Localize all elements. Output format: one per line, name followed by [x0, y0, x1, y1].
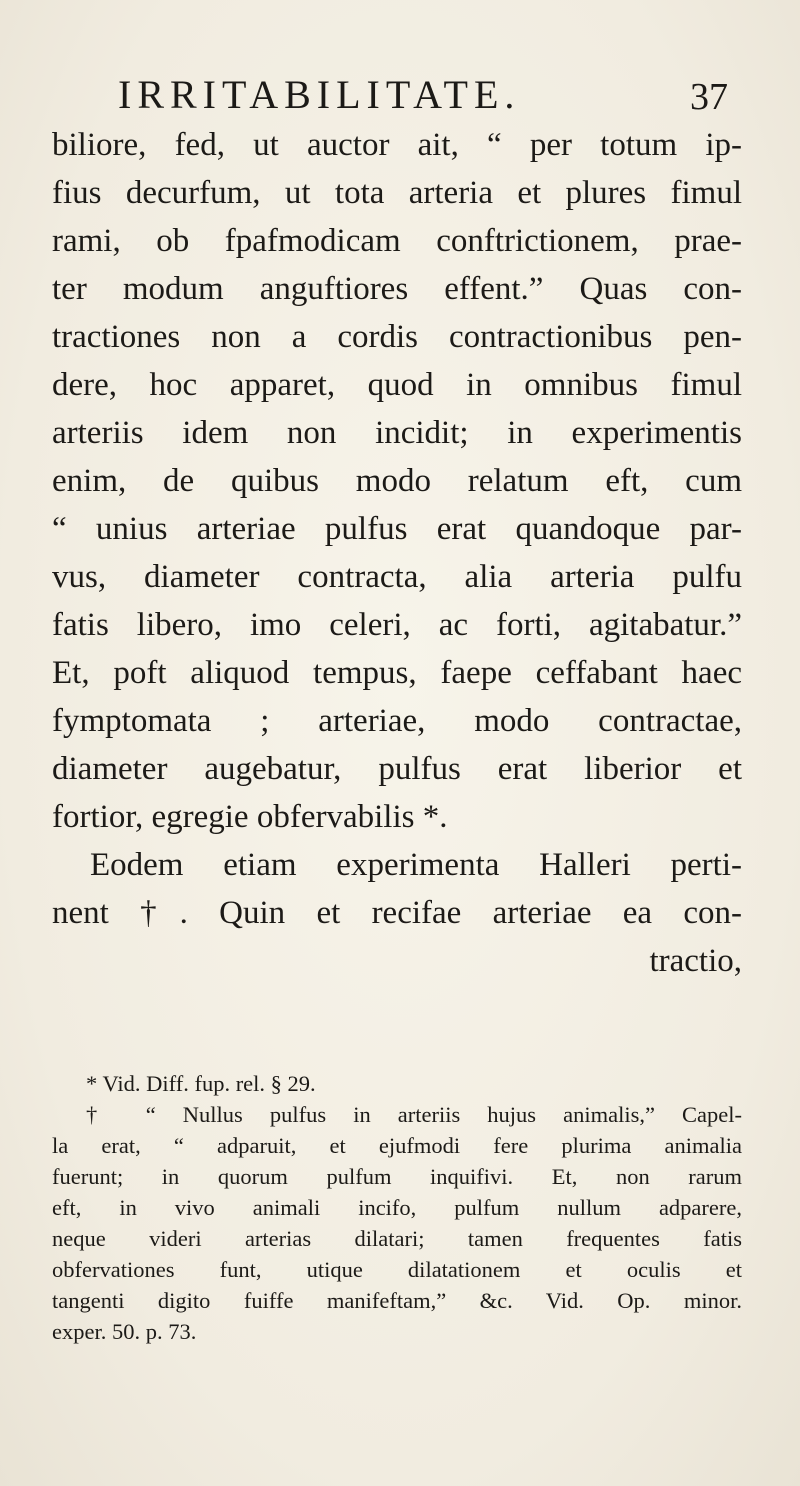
- footnote-line: exper. 50. p. 73.: [52, 1319, 197, 1344]
- text-line: ter modum anguftiores effent.” Quas con-: [52, 271, 742, 307]
- footnote-line: tangenti digito fuiffe manifeftam,” &c. Vid. Op. minor.: [52, 1288, 742, 1313]
- footnote-line: la erat, “ adparuit, et ejufmodi fere plurima animalia: [52, 1133, 742, 1158]
- text-line: nent †. Quin et recifae arteriae ea con-: [52, 895, 742, 931]
- text-line: Et, poft aliquod tempus, faepe ceffabant haec: [52, 655, 742, 691]
- text-line: enim, de quibus modo relatum eft, cum: [52, 463, 742, 499]
- text-line: fymptomata ; arteriae, modo contractae,: [52, 703, 742, 739]
- text-line: tractiones non a cordis contractionibus pen-: [52, 319, 742, 355]
- text-line: fius decurfum, ut tota arteria et plures fimul: [52, 175, 742, 211]
- text-line: dere, hoc apparet, quod in omnibus fimul: [52, 367, 742, 403]
- text-line: Eodem etiam experimenta Halleri perti-: [90, 847, 742, 883]
- footnote-line: † “ Nullus pulfus in arteriis hujus animalis,” Capel-: [86, 1102, 742, 1127]
- page-header: [118, 70, 728, 120]
- page-number: 37: [690, 76, 728, 118]
- main-text: [52, 121, 742, 985]
- text-line: diameter augebatur, pulfus erat liberior et: [52, 751, 742, 787]
- footnote-line: obfervationes funt, utique dilatationem et oculis et: [52, 1257, 742, 1282]
- text-line: arteriis idem non incidit; in experimentis: [52, 415, 742, 451]
- text-line: fortior, egregie obfervabilis *.: [52, 799, 448, 835]
- footnote-line: eft, in vivo animali incifo, pulfum nullum adparere,: [52, 1195, 742, 1220]
- text-line: biliore, fed, ut auctor ait, “ per totum ip-: [52, 127, 742, 163]
- catchword: tractio,: [649, 943, 742, 979]
- footnote-line: fuerunt; in quorum pulfum inquifivi. Et, non rarum: [52, 1164, 742, 1189]
- footnotes: [52, 1068, 742, 1347]
- text-line: vus, diameter contracta, alia arteria pulfu: [52, 559, 742, 595]
- running-title: IRRITABILITATE.: [118, 72, 521, 117]
- text-line: fatis libero, imo celeri, ac forti, agitabatur.”: [52, 607, 742, 643]
- footnote-line: neque videri arterias dilatari; tamen frequentes fatis: [52, 1226, 742, 1251]
- footnote-line: * Vid. Diff. fup. rel. § 29.: [86, 1071, 316, 1096]
- text-line: “ unius arteriae pulfus erat quandoque par-: [52, 511, 742, 547]
- text-line: rami, ob fpafmodicam conftrictionem, prae-: [52, 223, 742, 259]
